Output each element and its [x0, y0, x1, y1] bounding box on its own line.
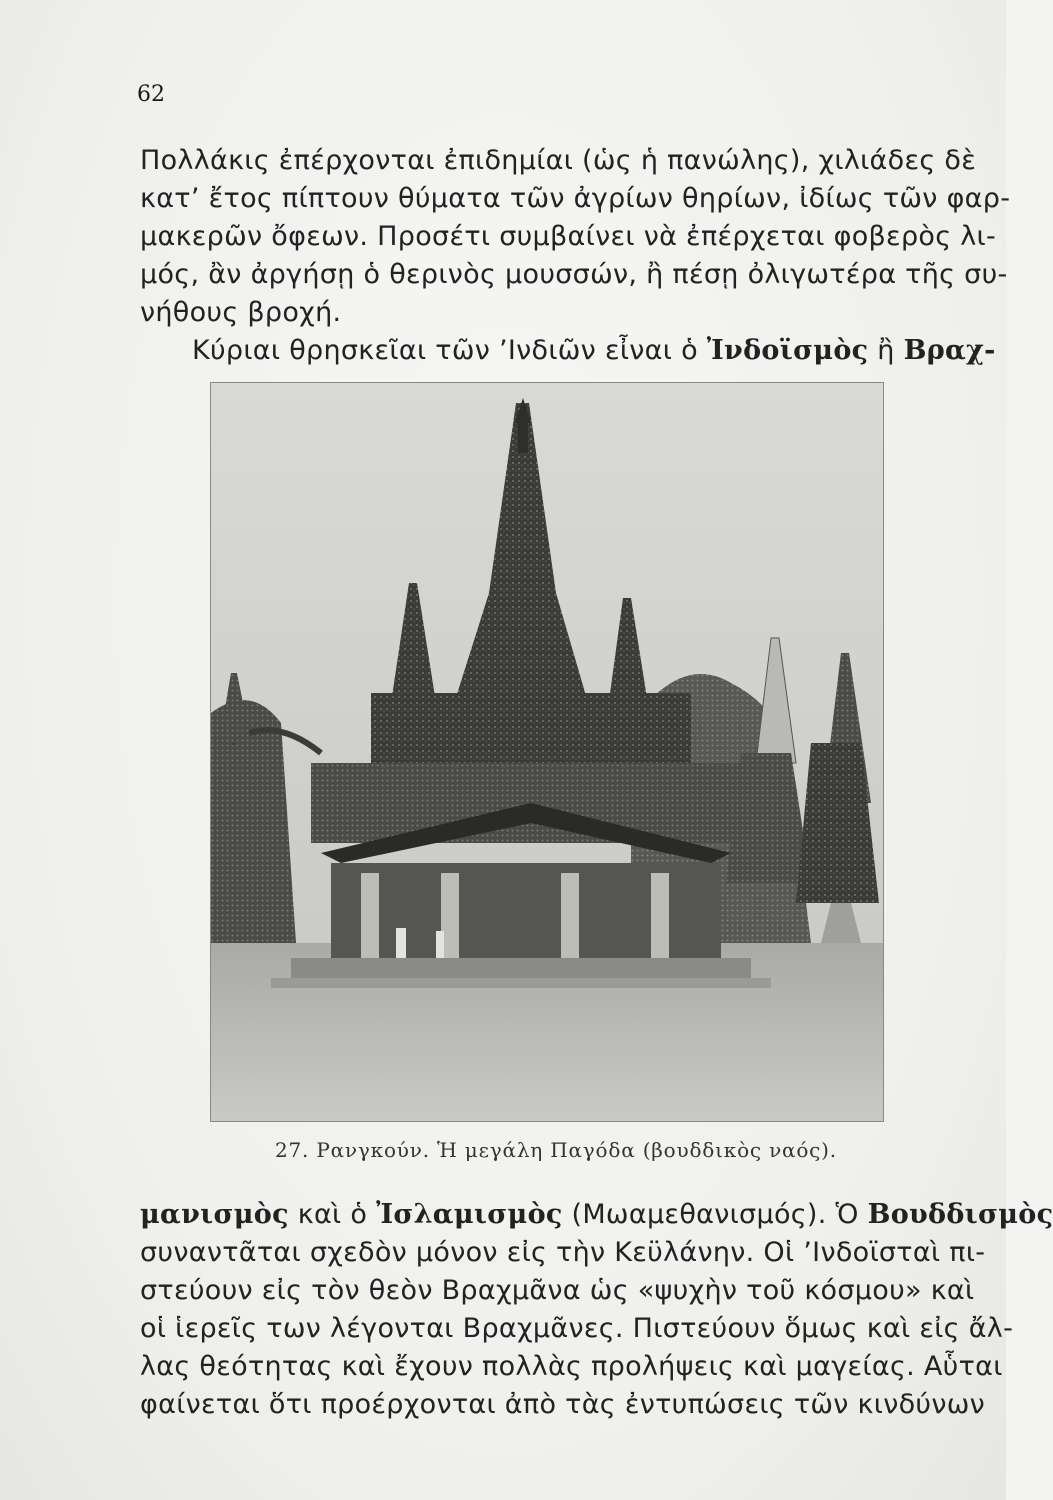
text-line: λας θεότητας καὶ ἔχουν πολλὰς προλήψεις καὶ μαγείας. Αὗται — [140, 1351, 1003, 1382]
term-buddhism: Βουδδισμὸς — [867, 1199, 1053, 1230]
text-line: φαίνεται ὅτι προέρχονται ἀπὸ τὰς ἐντυπώσεις τῶν κινδύνων — [140, 1389, 986, 1420]
top-paragraph — [140, 142, 1011, 370]
term-brahmanism: Βραχ- — [903, 335, 996, 366]
text-line: στεύουν εἰς τὸν θεὸν Βραχμᾶνα ὡς «ψυχὴν τοῦ κόσμου» καὶ — [140, 1275, 975, 1306]
figure-caption: 27. Ρανγκούν. Ἡ μεγάλη Παγόδα (βουδδικὸς ναός). — [275, 1138, 837, 1162]
text-line: κατ’ ἔτος πίπτουν θύματα τῶν ἀγρίων θηρίων, ἰδίως τῶν φαρ- — [140, 183, 1011, 214]
text-line: Πολλάκις ἐπέρχονται ἐπιδημίαι (ὡς ἡ πανώλης), χιλιάδες δὲ — [140, 145, 977, 176]
pagoda-illustration — [211, 383, 883, 1121]
page-number: 62 — [137, 82, 165, 107]
term-islam: Ἰσλαμισμὸς — [376, 1199, 563, 1230]
religions-line-middle: ἢ — [868, 335, 904, 366]
pagoda-photo — [210, 382, 884, 1122]
text-fragment: (Μωαμεθανισμός). Ὁ — [562, 1199, 868, 1230]
religions-line — [140, 332, 996, 370]
text-line: νήθους βροχή. — [140, 297, 342, 328]
text-line: οἱ ἱερεῖς των λέγονται Βραχμᾶνες. Πιστεύουν ὅμως καὶ εἰς ἄλ- — [140, 1313, 1014, 1344]
text-fragment: καὶ ὁ — [288, 1199, 377, 1230]
term-brahmanism-end: μανισμὸς — [140, 1199, 289, 1230]
term-hinduism: Ἰνδοϊσμὸς — [706, 335, 869, 366]
bottom-paragraph — [140, 1196, 1053, 1424]
text-line: μός, ἂν ἀργήσῃ ὁ θερινὸς μουσσών, ἢ πέσῃ ὀλιγωτέρα τῆς συ- — [140, 259, 1008, 290]
religions-continuation-line — [140, 1196, 1053, 1234]
text-line: μακερῶν ὄφεων. Προσέτι συμβαίνει νὰ ἐπέρχεται φοβερὸς λι- — [140, 221, 996, 252]
religions-line-prefix: Κύριαι θρησκεῖαι τῶν ’Ινδιῶν εἶναι ὁ — [192, 335, 707, 366]
text-line: συναντᾶται σχεδὸν μόνον εἰς τὴν Κεϋλάνην. Οἱ ’Ινδοϊσταὶ πι- — [140, 1237, 986, 1268]
